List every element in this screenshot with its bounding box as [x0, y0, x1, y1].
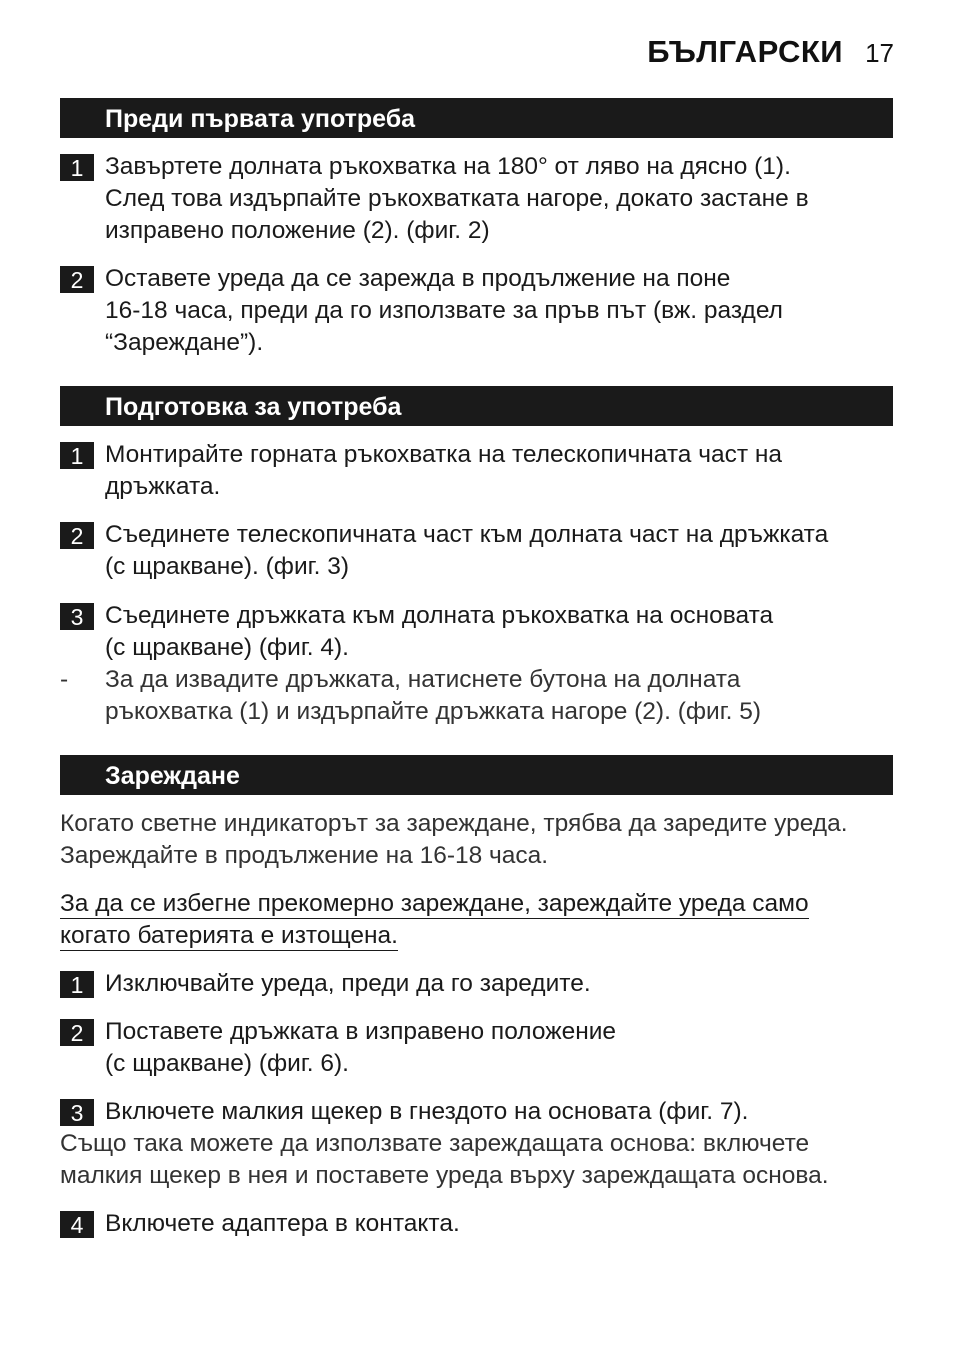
step-number: 2 [60, 522, 94, 549]
step-number: 4 [60, 1211, 94, 1238]
note-item [60, 664, 900, 728]
dash-bullet: - [60, 666, 69, 693]
step-text: Изключвайте уреда, преди да го заредите. [105, 970, 591, 997]
step-item [60, 439, 900, 503]
step-text: Включете адаптера в контакта. [105, 1210, 460, 1237]
step-text: Съединете дръжката към долната ръкохватка на основата (с щракване) (фиг. 4). [105, 602, 774, 661]
step-number: 2 [60, 1019, 94, 1046]
step-item [60, 1016, 900, 1080]
step-number: 3 [60, 1099, 94, 1126]
warning-line: когато батерията е изтощена. [60, 922, 398, 949]
step-item [60, 1208, 900, 1240]
note-line: За да извадите дръжката, натиснете бутона на долната [105, 666, 741, 693]
section-heading-preparing: Подготовка за употреба [60, 386, 893, 426]
step-item [60, 1096, 900, 1128]
step-text: Оставете уреда да се зарежда в продължение на поне 16-18 часа, преди да го използвате за пръв път (вж. раздел “Зареждане”). [105, 265, 783, 356]
step-item [60, 600, 900, 664]
step-number: 1 [60, 154, 94, 181]
note-line: ръкохватка (1) и издърпайте дръжката нагоре (2). (фиг. 5) [105, 698, 762, 725]
language-title: БЪЛГАРСКИ [647, 34, 844, 69]
step-number: 3 [60, 603, 94, 630]
warning-line: За да се избегне прекомерно зареждане, зареждайте уреда само [60, 890, 809, 917]
step-item [60, 151, 900, 247]
page-number: 17 [865, 38, 894, 68]
charging-warning [60, 888, 920, 952]
charging-alt-text: Също така можете да използвате зареждащата основа: включете малкия щекер в нея и поставете уреда върху зареждащата основа. [60, 1130, 829, 1189]
step-number: 2 [60, 266, 94, 293]
section-heading-before-first-use: Преди първата употреба [60, 98, 893, 138]
step-item [60, 968, 900, 1000]
section-heading-charging: Зареждане [60, 755, 893, 795]
page-header [647, 34, 894, 70]
step-text: Съединете телескопичната част към долната част на дръжката (с щракване). (фиг. 3) [105, 521, 829, 580]
step-text: Поставете дръжката в изправено положение (с щракване) (фиг. 6). [105, 1018, 617, 1077]
step-number: 1 [60, 971, 94, 998]
step-text: Монтирайте горната ръкохватка на телескопичната част на дръжката. [105, 441, 783, 500]
charging-intro: Когато светне индикаторът за зареждане, трябва да заредите уреда. Зареждайте в продължение на 16-18 часа. [60, 810, 848, 869]
step-item [60, 263, 900, 359]
step-text: Включете малкия щекер в гнездото на основата (фиг. 7). [105, 1098, 749, 1125]
step-text: Завъртете долната ръкохватка на 180° от ляво на дясно (1). След това издърпайте ръкохватката нагоре, докато застане в изправено положение (2). (фиг. 2) [105, 153, 809, 244]
step-item [60, 519, 900, 583]
step-number: 1 [60, 442, 94, 469]
